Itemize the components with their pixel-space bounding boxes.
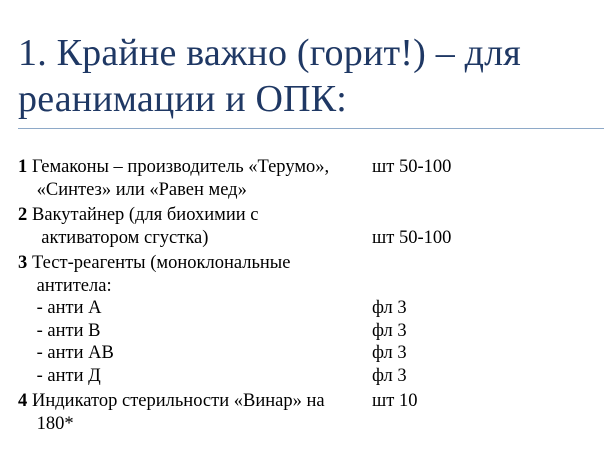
title-divider (18, 128, 604, 129)
subitem-quantity: фл 3 (372, 320, 407, 341)
item-text: «Синтез» или «Равен мед» (32, 179, 247, 200)
list-item-1-line-2 (18, 179, 598, 202)
list-item-2-line-1 (18, 204, 598, 227)
subitem-label: - анти Д (32, 365, 101, 386)
list-item-3-line-2 (18, 275, 598, 298)
item-quantity: шт 50-100 (372, 227, 452, 248)
item-text: антитела: (32, 275, 112, 296)
subitem-quantity: фл 3 (372, 365, 407, 386)
subitem-label: - анти АВ (32, 343, 114, 363)
list-subitem (18, 365, 598, 388)
subitem-quantity: фл 3 (372, 343, 407, 363)
item-text: 180* (32, 413, 74, 434)
item-quantity: шт 50-100 (372, 157, 452, 177)
item-number: 4 (18, 391, 28, 411)
slide-title (18, 30, 598, 122)
item-text: Вакутайнер (для биохимии с (32, 205, 259, 225)
item-number: 2 (18, 205, 28, 225)
list-item-4-line-1 (18, 390, 598, 413)
item-text: Индикатор стерильности «Винар» на (32, 391, 325, 411)
item-quantity: шт 10 (372, 391, 418, 411)
slide-title-line-2: реанимации и ОПК: (18, 78, 348, 120)
list-item-3-line-1 (18, 252, 598, 275)
list-subitem (18, 297, 598, 320)
list-subitem (18, 342, 598, 365)
item-text: активатором сгустка) (32, 227, 209, 248)
supply-list (18, 156, 598, 435)
item-text: Тест-реагенты (моноклональные (32, 253, 291, 273)
subitem-label: - анти А (32, 298, 102, 318)
slide-title-line-1: 1. Крайне важно (горит!) – для (18, 32, 521, 74)
subitem-label: - анти В (32, 320, 101, 341)
list-subitem (18, 320, 598, 343)
list-item-1-line-1 (18, 156, 598, 179)
list-item-4-line-2 (18, 413, 598, 436)
list-item-2-line-2 (18, 227, 598, 250)
item-text: Гемаконы – производитель «Терумо», (32, 157, 330, 177)
item-number: 3 (18, 253, 28, 273)
item-number: 1 (18, 157, 28, 177)
subitem-quantity: фл 3 (372, 298, 407, 318)
